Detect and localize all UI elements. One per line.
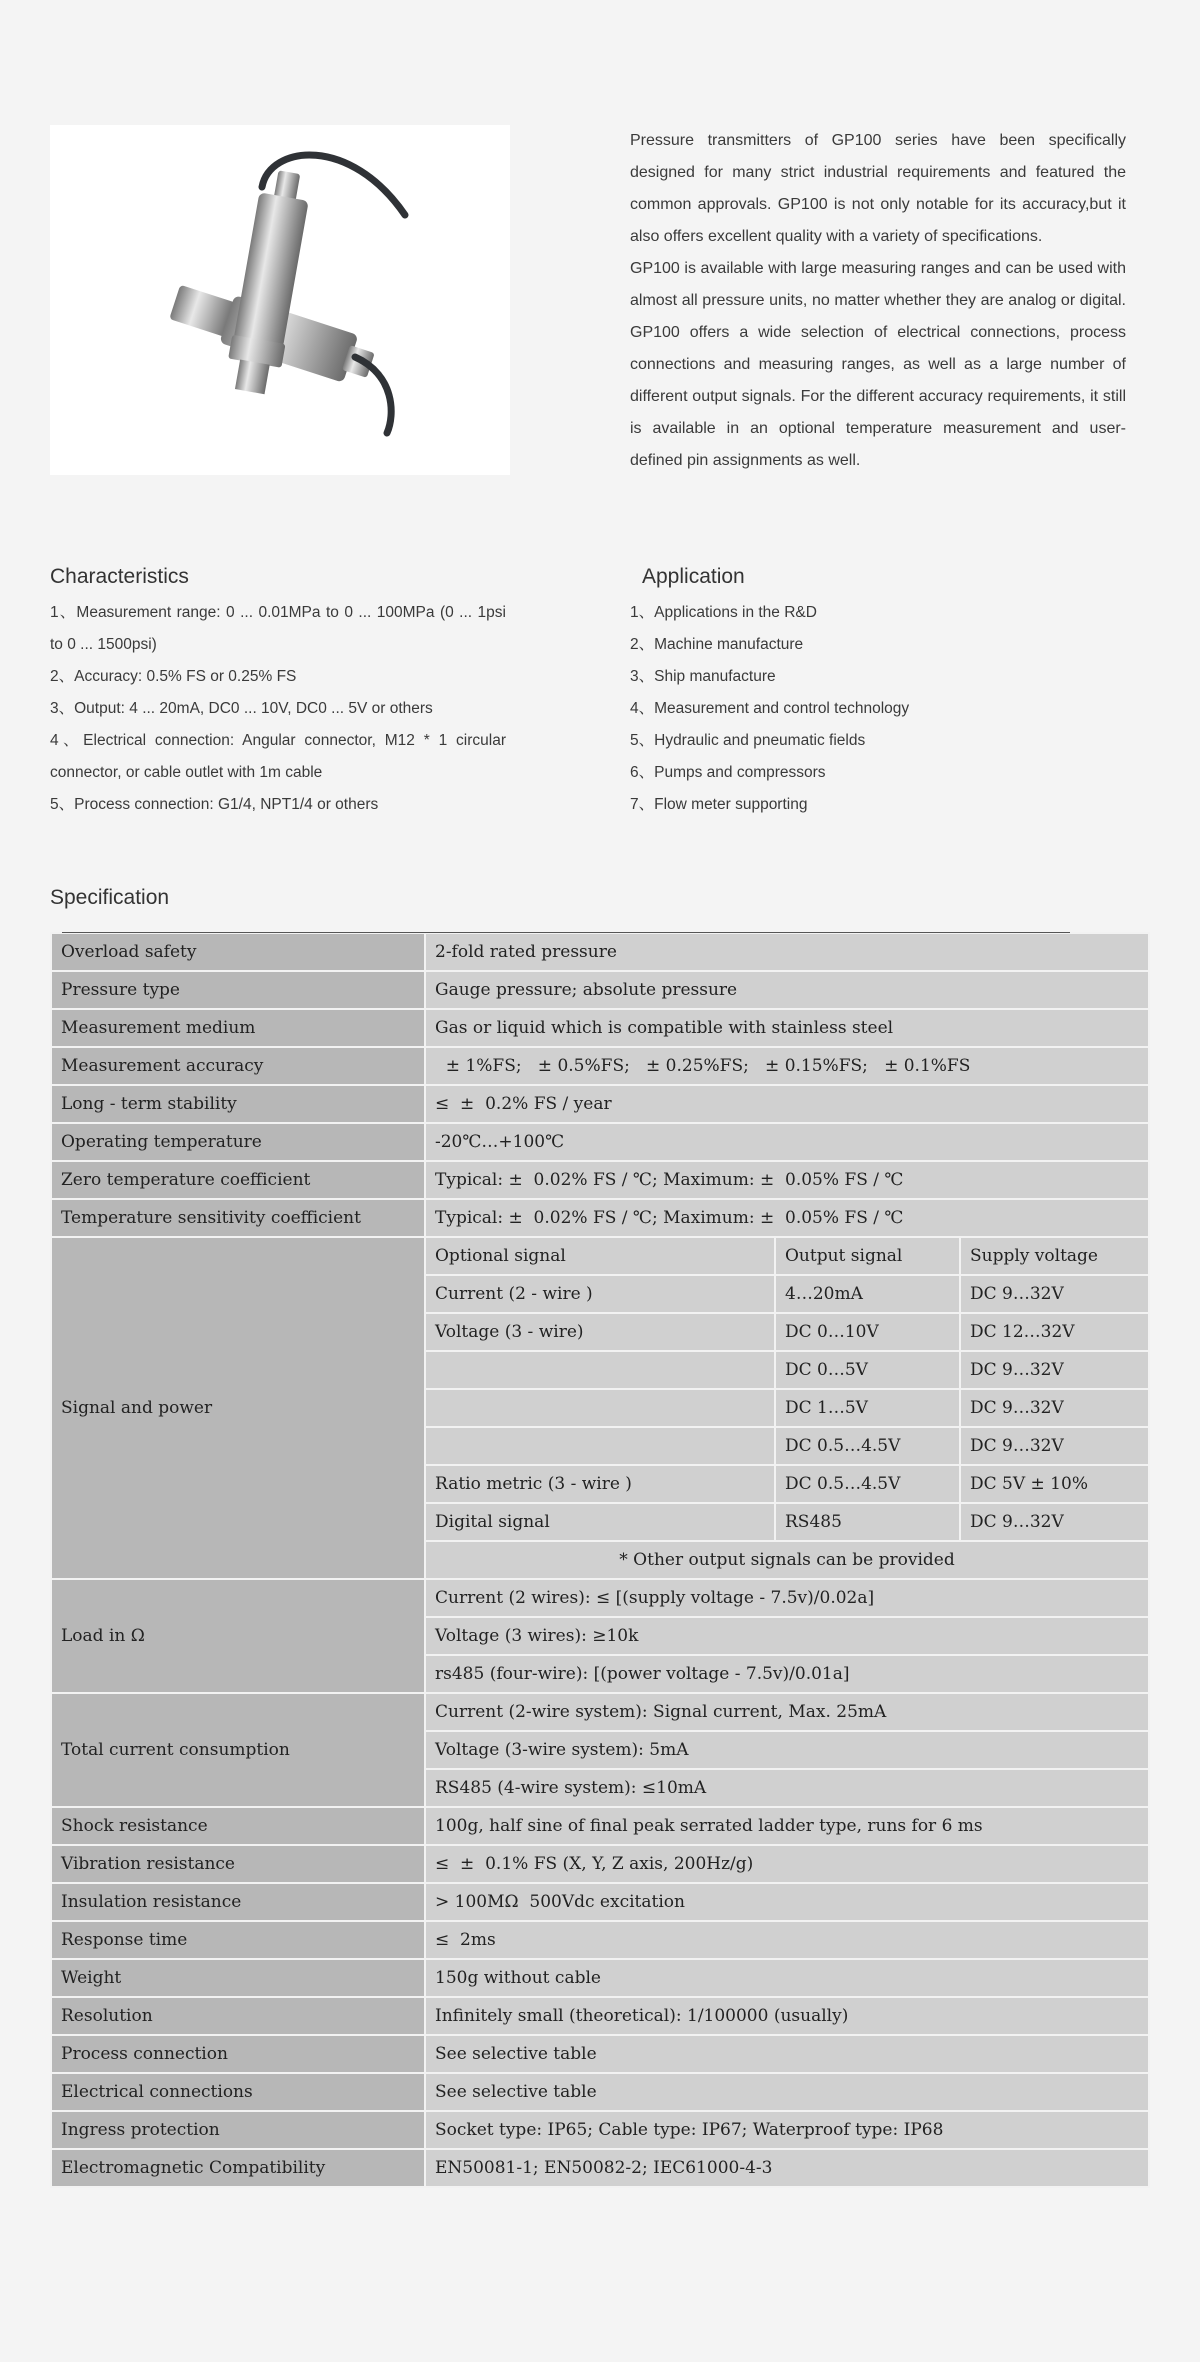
table-row bbox=[51, 1693, 1149, 1731]
application-item: 7、Flow meter supporting bbox=[630, 796, 808, 813]
spec-value: ± 1%FS; ± 0.5%FS; ± 0.25%FS; ± 0.15%FS; ± 0.1%FS bbox=[425, 1047, 1149, 1085]
signal-header: Output signal bbox=[775, 1237, 960, 1275]
spec-key: Signal and power bbox=[51, 1237, 425, 1579]
table-row bbox=[51, 2149, 1149, 2187]
signal-cell: DC 0.5…4.5V bbox=[775, 1465, 960, 1503]
table-row bbox=[51, 1883, 1149, 1921]
spec-value: Typical: ± 0.02% FS / ℃; Maximum: ± 0.05% FS / ℃ bbox=[425, 1199, 1149, 1237]
table-row bbox=[51, 1047, 1149, 1085]
product-description bbox=[630, 125, 1126, 477]
spec-value: Socket type: IP65; Cable type: IP67; Waterproof type: IP68 bbox=[425, 2111, 1149, 2149]
signal-cell: RS485 bbox=[775, 1503, 960, 1541]
signal-cell bbox=[425, 1427, 775, 1465]
application-list bbox=[630, 597, 1126, 821]
signal-cell: 4…20mA bbox=[775, 1275, 960, 1313]
signal-cell: DC 9…32V bbox=[960, 1503, 1149, 1541]
table-row bbox=[51, 1237, 1149, 1275]
spec-value: ≤ 2ms bbox=[425, 1921, 1149, 1959]
application-item: 6、Pumps and compressors bbox=[630, 764, 826, 781]
signal-cell: DC 9…32V bbox=[960, 1427, 1149, 1465]
spec-value: Voltage (3 wires): ≥10k bbox=[425, 1617, 1149, 1655]
signal-cell: Digital signal bbox=[425, 1503, 775, 1541]
signal-cell bbox=[425, 1351, 775, 1389]
spec-key: Long - term stability bbox=[51, 1085, 425, 1123]
signal-cell: DC 0…10V bbox=[775, 1313, 960, 1351]
spec-key: Temperature sensitivity coefficient bbox=[51, 1199, 425, 1237]
spec-key: Zero temperature coefficient bbox=[51, 1161, 425, 1199]
spec-key: Overload safety bbox=[51, 933, 425, 971]
description-paragraph-1: Pressure transmitters of GP100 series have been specifically designed for many strict industrial requirements and featured the common approvals. GP100 is not only notable for its accuracy,but it also offers excellent quality with a variety of specifications. bbox=[630, 132, 1126, 245]
spec-value: Voltage (3-wire system): 5mA bbox=[425, 1731, 1149, 1769]
signal-cell: DC 9…32V bbox=[960, 1389, 1149, 1427]
spec-value: -20℃…+100℃ bbox=[425, 1123, 1149, 1161]
characteristic-item: 5、Process connection: G1/4, NPT1/4 or others bbox=[50, 796, 379, 813]
table-row bbox=[51, 1199, 1149, 1237]
characteristic-item: 1、Measurement range: 0 ... 0.01MPa to 0 ... 100MPa (0 ... 1psi to 0 ... 1500psi) bbox=[50, 604, 506, 653]
spec-value: Infinitely small (theoretical): 1/100000 (usually) bbox=[425, 1997, 1149, 2035]
spec-key: Resolution bbox=[51, 1997, 425, 2035]
table-row bbox=[51, 1845, 1149, 1883]
spec-key: Insulation resistance bbox=[51, 1883, 425, 1921]
table-row bbox=[51, 933, 1149, 971]
table-row bbox=[51, 1123, 1149, 1161]
spec-value: ≤ ± 0.1% FS (X, Y, Z axis, 200Hz/g) bbox=[425, 1845, 1149, 1883]
characteristic-item: 3、Output: 4 ... 20mA, DC0 ... 10V, DC0 ... 5V or others bbox=[50, 700, 433, 717]
spec-key: Electrical connections bbox=[51, 2073, 425, 2111]
characteristic-item: 4、Electrical connection: Angular connector, M12 * 1 circular connector, or cable outlet with 1m cable bbox=[50, 732, 506, 781]
spec-value: Typical: ± 0.02% FS / ℃; Maximum: ± 0.05% FS / ℃ bbox=[425, 1161, 1149, 1199]
signal-note: * Other output signals can be provided bbox=[425, 1541, 1149, 1579]
specification-title: Specification bbox=[50, 886, 170, 909]
specification-divider bbox=[62, 932, 1070, 933]
signal-cell: DC 0…5V bbox=[775, 1351, 960, 1389]
spec-value: 100g, half sine of final peak serrated ladder type, runs for 6 ms bbox=[425, 1807, 1149, 1845]
signal-cell: DC 1…5V bbox=[775, 1389, 960, 1427]
spec-value: See selective table bbox=[425, 2035, 1149, 2073]
spec-value: Gas or liquid which is compatible with stainless steel bbox=[425, 1009, 1149, 1047]
spec-value: Current (2-wire system): Signal current, Max. 25mA bbox=[425, 1693, 1149, 1731]
spec-value: EN50081-1; EN50082-2; IEC61000-4-3 bbox=[425, 2149, 1149, 2187]
table-row bbox=[51, 2073, 1149, 2111]
table-row bbox=[51, 1161, 1149, 1199]
signal-cell: DC 0.5…4.5V bbox=[775, 1427, 960, 1465]
spec-key: Electromagnetic Compatibility bbox=[51, 2149, 425, 2187]
application-item: 4、Measurement and control technology bbox=[630, 700, 910, 717]
signal-cell: DC 12…32V bbox=[960, 1313, 1149, 1351]
spec-value: rs485 (four-wire): [(power voltage - 7.5v)/0.01a] bbox=[425, 1655, 1149, 1693]
signal-cell: Voltage (3 - wire) bbox=[425, 1313, 775, 1351]
table-row bbox=[51, 2035, 1149, 2073]
pressure-transmitter-illustration bbox=[50, 125, 510, 475]
spec-key: Ingress protection bbox=[51, 2111, 425, 2149]
table-row bbox=[51, 1009, 1149, 1047]
spec-key: Total current consumption bbox=[51, 1693, 425, 1807]
spec-key: Load in Ω bbox=[51, 1579, 425, 1693]
signal-cell: Current (2 - wire ) bbox=[425, 1275, 775, 1313]
signal-cell: Ratio metric (3 - wire ) bbox=[425, 1465, 775, 1503]
spec-value: See selective table bbox=[425, 2073, 1149, 2111]
application-item: 1、Applications in the R&D bbox=[630, 604, 817, 621]
product-image bbox=[50, 125, 510, 475]
table-row bbox=[51, 1959, 1149, 1997]
spec-value: RS485 (4-wire system): ≤10mA bbox=[425, 1769, 1149, 1807]
application-item: 2、Machine manufacture bbox=[630, 636, 804, 653]
spec-key: Process connection bbox=[51, 2035, 425, 2073]
spec-value: Gauge pressure; absolute pressure bbox=[425, 971, 1149, 1009]
application-title: Application bbox=[642, 565, 745, 588]
characteristics-title: Characteristics bbox=[50, 565, 189, 588]
spec-value: ≤ ± 0.2% FS / year bbox=[425, 1085, 1149, 1123]
spec-key: Measurement accuracy bbox=[51, 1047, 425, 1085]
spec-key: Measurement medium bbox=[51, 1009, 425, 1047]
table-row bbox=[51, 1579, 1149, 1617]
spec-value: 2-fold rated pressure bbox=[425, 933, 1149, 971]
spec-key: Weight bbox=[51, 1959, 425, 1997]
signal-cell: DC 9…32V bbox=[960, 1351, 1149, 1389]
spec-key: Vibration resistance bbox=[51, 1845, 425, 1883]
description-paragraph-2: GP100 is available with large measuring ranges and can be used with almost all pressure units, no matter whether they are analog or digital. GP100 offers a wide selection of electrical connections, process connections and measuring ranges, as well as a large number of different output signals. For the different accuracy requirements, it still is available in an optional temperature measurement and user-defined pin assignments as well. bbox=[630, 260, 1126, 469]
table-row bbox=[51, 1807, 1149, 1845]
specification-table bbox=[50, 932, 1150, 2188]
spec-value: > 100MΩ 500Vdc excitation bbox=[425, 1883, 1149, 1921]
characteristic-item: 2、Accuracy: 0.5% FS or 0.25% FS bbox=[50, 668, 297, 685]
application-item: 3、Ship manufacture bbox=[630, 668, 776, 685]
signal-cell: DC 5V ± 10% bbox=[960, 1465, 1149, 1503]
table-row bbox=[51, 1921, 1149, 1959]
signal-cell bbox=[425, 1389, 775, 1427]
signal-cell: DC 9…32V bbox=[960, 1275, 1149, 1313]
spec-key: Shock resistance bbox=[51, 1807, 425, 1845]
spec-value: 150g without cable bbox=[425, 1959, 1149, 1997]
characteristics-list bbox=[50, 597, 506, 821]
signal-header: Supply voltage bbox=[960, 1237, 1149, 1275]
spec-key: Response time bbox=[51, 1921, 425, 1959]
spec-key: Pressure type bbox=[51, 971, 425, 1009]
table-row bbox=[51, 1997, 1149, 2035]
table-row bbox=[51, 971, 1149, 1009]
table-row bbox=[51, 2111, 1149, 2149]
spec-key: Operating temperature bbox=[51, 1123, 425, 1161]
spec-value: Current (2 wires): ≤ [(supply voltage - 7.5v)/0.02a] bbox=[425, 1579, 1149, 1617]
application-item: 5、Hydraulic and pneumatic fields bbox=[630, 732, 866, 749]
table-row bbox=[51, 1085, 1149, 1123]
signal-header: Optional signal bbox=[425, 1237, 775, 1275]
